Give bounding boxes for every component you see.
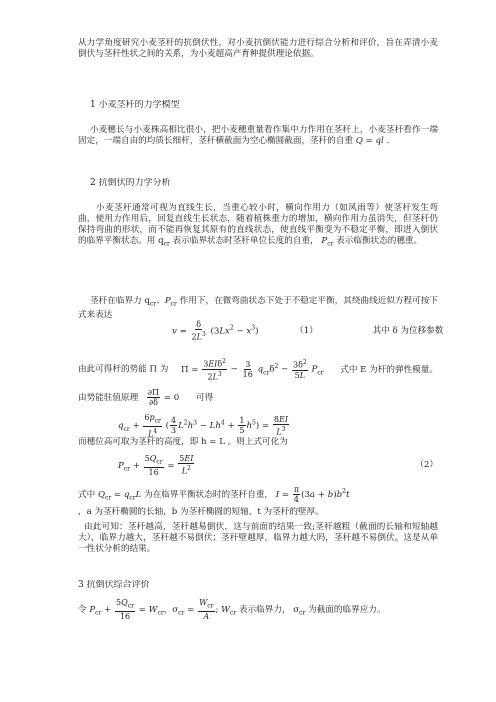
section-2-paragraph-6-line-1: 式中 $Q_{cr} = q_{cr}L$ 为在临界平衡状态时的茎秆自重， I = $\frac{\pi}{4}$ $(3a + b)b^2t$ <box>78 485 350 504</box>
equation-1-number: （1） <box>295 326 318 337</box>
equation-2-number: （2） <box>415 460 438 470</box>
section-3-heading: 3 抗倒伏综合评价 <box>78 580 150 590</box>
section-2-paragraph-5: 而穗位高可取为茎秆的高度，即 h = L 。则上式可化为 <box>78 437 288 447</box>
delta-definition: 其中 δ 为位移参数 <box>372 326 444 337</box>
self-weight-formula: Q = ql . <box>355 136 390 146</box>
section-2-paragraph-1: 小麦茎秆通常可视为直线生长，当重心较小时，横向作用力（如风雨等）使茎秆发生弯曲，使用力作用后，回复直线生长状态，随着植株重力的增加，横向作用力虽消失，但茎秆仍保持弯曲的形状，而不能再恢复其原有的直线状态，使直线平衡变为不稳定平衡，即进入倒伏的临界平衡状态。用 $q_{cr}$ 表示临界状态时茎秆单位长度的自重， $P_{cr}$ 表示临衡状态的穗重。 <box>78 203 438 248</box>
section-2-paragraph-6-line-2: ，a 为茎秆椭圆的长轴，b 为茎秆椭圆的短轴，t 为茎秆的壁厚。 <box>78 507 324 517</box>
section-2-paragraph-7: 由此可知：茎秆越高，茎秆越易倒伏，这与前面的结果一致;茎秆越粗（截面的长轴和短轴越大），临界力越大，茎秆越不易倒伏；茎秆壁越厚，临界力越大吗，茎秆越不易倒伏。这是从单一性状分析的结果。 <box>78 522 438 554</box>
section-3-paragraph: 令 $P_{cr}$ + $\frac{5Q_{cr}}{16}$ = $W_{cr}$，$\sigma_{cr}$ = $\frac{W_{cr}}{A}$ ; $W_{cr}$ 表示临界力， $\sigma_{cr}$ 为截面的临界应力。 <box>78 598 386 621</box>
critical-load-equation: $q_{cr}$ + $\frac{6p_{cr}}{L^4}$ ( $\frac{4}{3}$ $L^2h^3 - Lh^4$ + $\frac{1}{5}$ $h^5$) = $\frac{8EI}{L^3}$ <box>118 413 288 439</box>
intro-paragraph: 从力学角度研究小麦茎秆的抗倒伏性，对小麦抗倒伏能力进行综合分析和评价，旨在弄清小麦倒伏与茎秆性状之间的关系，为小麦超高产育种提供理论依据。 <box>78 38 438 59</box>
section-2-heading: 2 抗倒伏的力学分析 <box>90 178 171 188</box>
section-1-body: 小麦穗长与小麦株高相比很小，把小麦穗重量看作集中力作用在茎秆上，小麦茎秆看作一端固定，一端自由的均质长细杆，茎秆横截面为空心椭圆截面，茎秆的自重 Q = ql . <box>78 125 438 146</box>
stationary-principle-line: 由势能驻值原理 $\frac{\partial\Pi}{\partial\delta}$ = 0 可得 <box>78 388 214 407</box>
section-2-paragraph-2: 茎秆在临界力 $q_{cr}$、$P_{cr}$ 作用下，在微弯曲状态下处于不稳定平衡，其绕曲线近似方程可按下式来表达 <box>78 296 438 320</box>
section-1-heading: 1 小麦茎秆的力学模型 <box>90 100 180 110</box>
equation-1: v = $\frac{\delta}{2L^3}$ $(3Lx^2 - x^3)$ （1） 其中 δ 为位移参数 <box>172 320 444 342</box>
equation-2: $P_{cr}$ + $\frac{5Q_{cr}}{16}$ = $\frac{5EI}{L^2}$ （2） <box>118 454 438 477</box>
potential-energy-line: 由此可得杆的势能 Π 为 Π = $\frac{3EI\delta^2}{2L^3}$ − $\frac{3}{16}$ $q_{cr}\delta^2$ − $\frac{3\delta^2}{5L}$ $P_{cr}$ 式中 E 为杆的弹性模量。 <box>78 358 438 382</box>
